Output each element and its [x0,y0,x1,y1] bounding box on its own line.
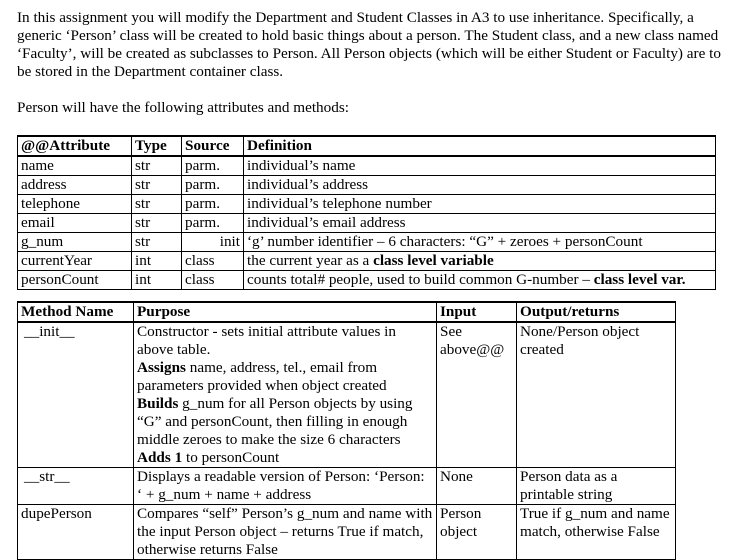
definition-bold-text: class level variable [373,252,494,269]
purpose-line: Constructor - sets initial attribute values in above table. [137,323,396,358]
attr-name: name [18,156,132,176]
purpose-bold: Builds [137,395,179,412]
attr-name: personCount [18,271,132,290]
table-row [18,252,716,271]
method-input: Person object [437,505,517,560]
purpose-text: g_num for all Person objects by using “G” and personCount, then filling in enough middle zeroes to make the size 6 characters [137,395,413,448]
header-definition: Definition [244,136,716,156]
attr-definition: individual’s address [244,176,716,195]
methods-table [17,301,676,560]
table-row [18,156,716,176]
definition-text: the current year as a [247,252,374,269]
attributes-header-row [18,136,716,156]
header-input: Input [437,302,517,322]
methods-header-row [18,302,676,322]
header-attribute: @@Attribute [18,136,132,156]
attr-type: str [132,156,182,176]
table-row [18,176,716,195]
attr-name: g_num [18,233,132,252]
header-output: Output/returns [517,302,676,322]
attr-type: str [132,214,182,233]
attr-name: currentYear [18,252,132,271]
method-output: True if g_num and name match, otherwise False [517,505,676,560]
method-name: __init__ [18,322,134,468]
attr-name: telephone [18,195,132,214]
attr-type: int [132,252,182,271]
header-method-name: Method Name [18,302,134,322]
header-purpose: Purpose [134,302,437,322]
attr-type: int [132,271,182,290]
header-source: Source [182,136,244,156]
attr-definition: individual’s name [244,156,716,176]
attr-definition [244,252,716,271]
table-row [18,271,716,290]
definition-text: counts total# people, used to build common G-number – [247,271,594,288]
purpose-line [137,449,433,467]
attr-source: parm. [182,156,244,176]
method-name: dupePerson [18,505,134,560]
table-row [18,468,676,505]
attr-definition: ‘g’ number identifier – 6 characters: “G” + zeroes + personCount [244,233,716,252]
table-row [18,505,676,560]
method-purpose: Displays a readable version of Person: ‘Person: ‘ + g_num + name + address [134,468,437,505]
attr-source: parm. [182,176,244,195]
attr-type: str [132,233,182,252]
method-input: See above@@ [437,322,517,468]
purpose-bold: Adds 1 [137,449,183,466]
purpose-line [137,395,433,449]
attr-type: str [132,176,182,195]
method-output: None/Person object created [517,322,676,468]
attr-source: parm. [182,214,244,233]
attributes-table [17,135,716,290]
purpose-line [137,359,433,395]
method-input: None [437,468,517,505]
method-purpose: Compares “self” Person’s g_num and name with the input Person object – returns True if match, otherwise returns False [134,505,437,560]
table-row [18,195,716,214]
attr-definition: individual’s email address [244,214,716,233]
attr-definition: individual’s telephone number [244,195,716,214]
attr-source: parm. [182,195,244,214]
table-row [18,322,676,468]
method-purpose [134,322,437,468]
attr-source: init [182,233,244,252]
definition-bold-text: class level var. [593,271,686,288]
purpose-text: name, address, tel., email from parameters provided when object created [137,359,387,394]
attr-type: str [132,195,182,214]
intro-paragraph: In this assignment you will modify the Department and Student Classes in A3 to use inheritance. Specifically, a generic ‘Person’ class will be created to hold basic things about a person. The Student class, and a new class named ‘Faculty’, will be created as subclasses to Person. All Person objects (which will be either Student or Faculty) are to be stored in the Department container class. [17,9,721,80]
attr-definition [244,271,716,290]
table-row [18,233,716,252]
method-name: __str__ [18,468,134,505]
purpose-text: to personCount [182,449,280,466]
attr-source: class [182,271,244,290]
attr-name: address [18,176,132,195]
method-output: Person data as a printable string [517,468,676,505]
purpose-bold: Assigns [137,359,186,376]
table-row [18,214,716,233]
header-type: Type [132,136,182,156]
attr-name: email [18,214,132,233]
lead-sentence: Person will have the following attributes and methods: [17,99,349,116]
attr-source: class [182,252,244,271]
